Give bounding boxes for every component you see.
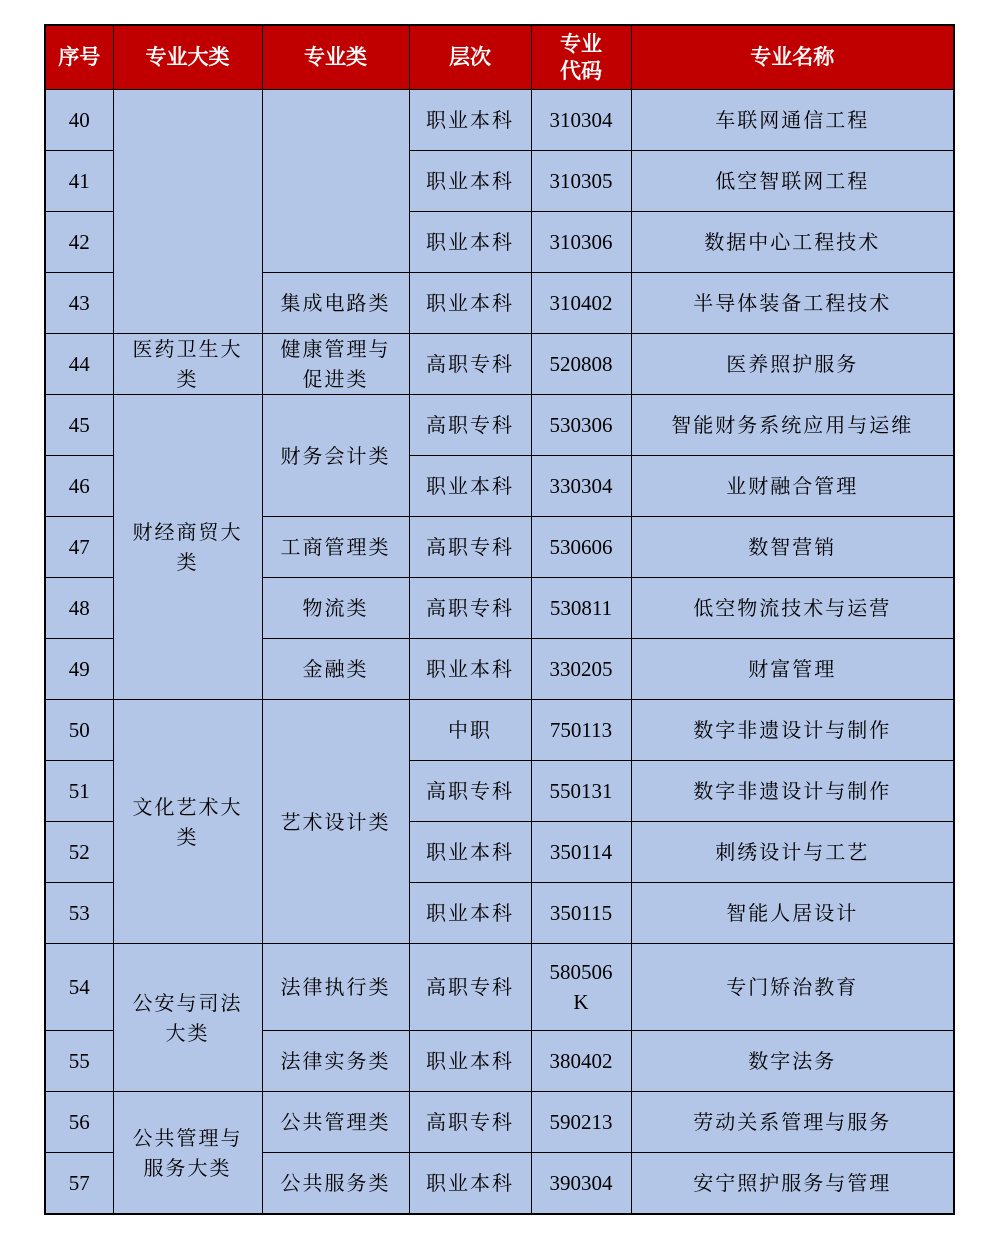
cell-seq: 40 bbox=[45, 90, 113, 151]
cell-name: 刺绣设计与工艺 bbox=[631, 822, 954, 883]
majors-table bbox=[44, 24, 955, 1215]
table-row bbox=[45, 90, 954, 151]
cell-code: 350115 bbox=[531, 883, 631, 944]
cell-level: 职业本科 bbox=[409, 1153, 531, 1215]
header-level: 层次 bbox=[409, 25, 531, 90]
cell-name: 数字非遗设计与制作 bbox=[631, 700, 954, 761]
cell-level: 职业本科 bbox=[409, 822, 531, 883]
cell-level: 高职专科 bbox=[409, 1092, 531, 1153]
cell-name: 智能财务系统应用与运维 bbox=[631, 395, 954, 456]
cell-name: 车联网通信工程 bbox=[631, 90, 954, 151]
cell-subcategory: 健康管理与促进类 bbox=[262, 334, 409, 395]
header-code: 专业代码 bbox=[531, 25, 631, 90]
table-row bbox=[45, 334, 954, 395]
cell-seq: 57 bbox=[45, 1153, 113, 1215]
cell-seq: 54 bbox=[45, 944, 113, 1031]
cell-name: 数据中心工程技术 bbox=[631, 212, 954, 273]
cell-category: 公安与司法大类 bbox=[113, 944, 262, 1092]
table-row bbox=[45, 395, 954, 456]
cell-seq: 48 bbox=[45, 578, 113, 639]
cell-code: 390304 bbox=[531, 1153, 631, 1215]
cell-seq: 46 bbox=[45, 456, 113, 517]
cell-code: 330205 bbox=[531, 639, 631, 700]
cell-category: 医药卫生大类 bbox=[113, 334, 262, 395]
cell-category: 公共管理与服务大类 bbox=[113, 1092, 262, 1215]
cell-code: 380402 bbox=[531, 1031, 631, 1092]
cell-code: 530811 bbox=[531, 578, 631, 639]
cell-name: 数智营销 bbox=[631, 517, 954, 578]
cell-subcategory: 工商管理类 bbox=[262, 517, 409, 578]
cell-subcategory: 金融类 bbox=[262, 639, 409, 700]
cell-seq: 43 bbox=[45, 273, 113, 334]
cell-code: 580506K bbox=[531, 944, 631, 1031]
cell-code: 350114 bbox=[531, 822, 631, 883]
cell-level: 高职专科 bbox=[409, 517, 531, 578]
cell-level: 高职专科 bbox=[409, 944, 531, 1031]
header-name: 专业名称 bbox=[631, 25, 954, 90]
header-category: 专业大类 bbox=[113, 25, 262, 90]
cell-seq: 47 bbox=[45, 517, 113, 578]
cell-code: 530306 bbox=[531, 395, 631, 456]
cell-name: 低空智联网工程 bbox=[631, 151, 954, 212]
cell-seq: 56 bbox=[45, 1092, 113, 1153]
cell-level: 高职专科 bbox=[409, 761, 531, 822]
cell-name: 劳动关系管理与服务 bbox=[631, 1092, 954, 1153]
cell-subcategory: 公共管理类 bbox=[262, 1092, 409, 1153]
cell-seq: 50 bbox=[45, 700, 113, 761]
cell-seq: 51 bbox=[45, 761, 113, 822]
table-row bbox=[45, 1092, 954, 1153]
cell-level: 职业本科 bbox=[409, 1031, 531, 1092]
cell-code: 310306 bbox=[531, 212, 631, 273]
cell-level: 职业本科 bbox=[409, 90, 531, 151]
cell-code: 550131 bbox=[531, 761, 631, 822]
cell-level: 职业本科 bbox=[409, 639, 531, 700]
cell-code: 520808 bbox=[531, 334, 631, 395]
cell-level: 高职专科 bbox=[409, 578, 531, 639]
cell-code: 310305 bbox=[531, 151, 631, 212]
cell-code: 530606 bbox=[531, 517, 631, 578]
cell-category: 文化艺术大类 bbox=[113, 700, 262, 944]
cell-level: 职业本科 bbox=[409, 273, 531, 334]
cell-subcategory: 艺术设计类 bbox=[262, 700, 409, 944]
cell-level: 中职 bbox=[409, 700, 531, 761]
cell-seq: 45 bbox=[45, 395, 113, 456]
cell-level: 高职专科 bbox=[409, 334, 531, 395]
cell-seq: 49 bbox=[45, 639, 113, 700]
cell-level: 职业本科 bbox=[409, 883, 531, 944]
cell-seq: 44 bbox=[45, 334, 113, 395]
cell-code: 310402 bbox=[531, 273, 631, 334]
table-row bbox=[45, 700, 954, 761]
cell-seq: 52 bbox=[45, 822, 113, 883]
cell-subcategory: 法律实务类 bbox=[262, 1031, 409, 1092]
cell-level: 高职专科 bbox=[409, 395, 531, 456]
header-seq: 序号 bbox=[45, 25, 113, 90]
cell-name: 数字非遗设计与制作 bbox=[631, 761, 954, 822]
cell-level: 职业本科 bbox=[409, 456, 531, 517]
cell-name: 数字法务 bbox=[631, 1031, 954, 1092]
cell-subcategory: 法律执行类 bbox=[262, 944, 409, 1031]
cell-name: 智能人居设计 bbox=[631, 883, 954, 944]
table-row bbox=[45, 944, 954, 1031]
cell-code: 750113 bbox=[531, 700, 631, 761]
cell-seq: 53 bbox=[45, 883, 113, 944]
cell-category-empty bbox=[113, 90, 262, 334]
cell-name: 业财融合管理 bbox=[631, 456, 954, 517]
cell-name: 财富管理 bbox=[631, 639, 954, 700]
cell-seq: 41 bbox=[45, 151, 113, 212]
cell-name: 医养照护服务 bbox=[631, 334, 954, 395]
header-row bbox=[45, 25, 954, 90]
cell-seq: 42 bbox=[45, 212, 113, 273]
cell-level: 职业本科 bbox=[409, 212, 531, 273]
cell-subcategory: 集成电路类 bbox=[262, 273, 409, 334]
cell-name: 低空物流技术与运营 bbox=[631, 578, 954, 639]
header-subcategory: 专业类 bbox=[262, 25, 409, 90]
cell-code: 590213 bbox=[531, 1092, 631, 1153]
cell-code: 330304 bbox=[531, 456, 631, 517]
cell-subcategory: 财务会计类 bbox=[262, 395, 409, 517]
cell-name: 专门矫治教育 bbox=[631, 944, 954, 1031]
cell-code: 310304 bbox=[531, 90, 631, 151]
cell-category: 财经商贸大类 bbox=[113, 395, 262, 700]
cell-name: 半导体装备工程技术 bbox=[631, 273, 954, 334]
cell-seq: 55 bbox=[45, 1031, 113, 1092]
cell-level: 职业本科 bbox=[409, 151, 531, 212]
cell-name: 安宁照护服务与管理 bbox=[631, 1153, 954, 1215]
cell-subcategory-empty bbox=[262, 90, 409, 273]
cell-subcategory: 物流类 bbox=[262, 578, 409, 639]
cell-subcategory: 公共服务类 bbox=[262, 1153, 409, 1215]
